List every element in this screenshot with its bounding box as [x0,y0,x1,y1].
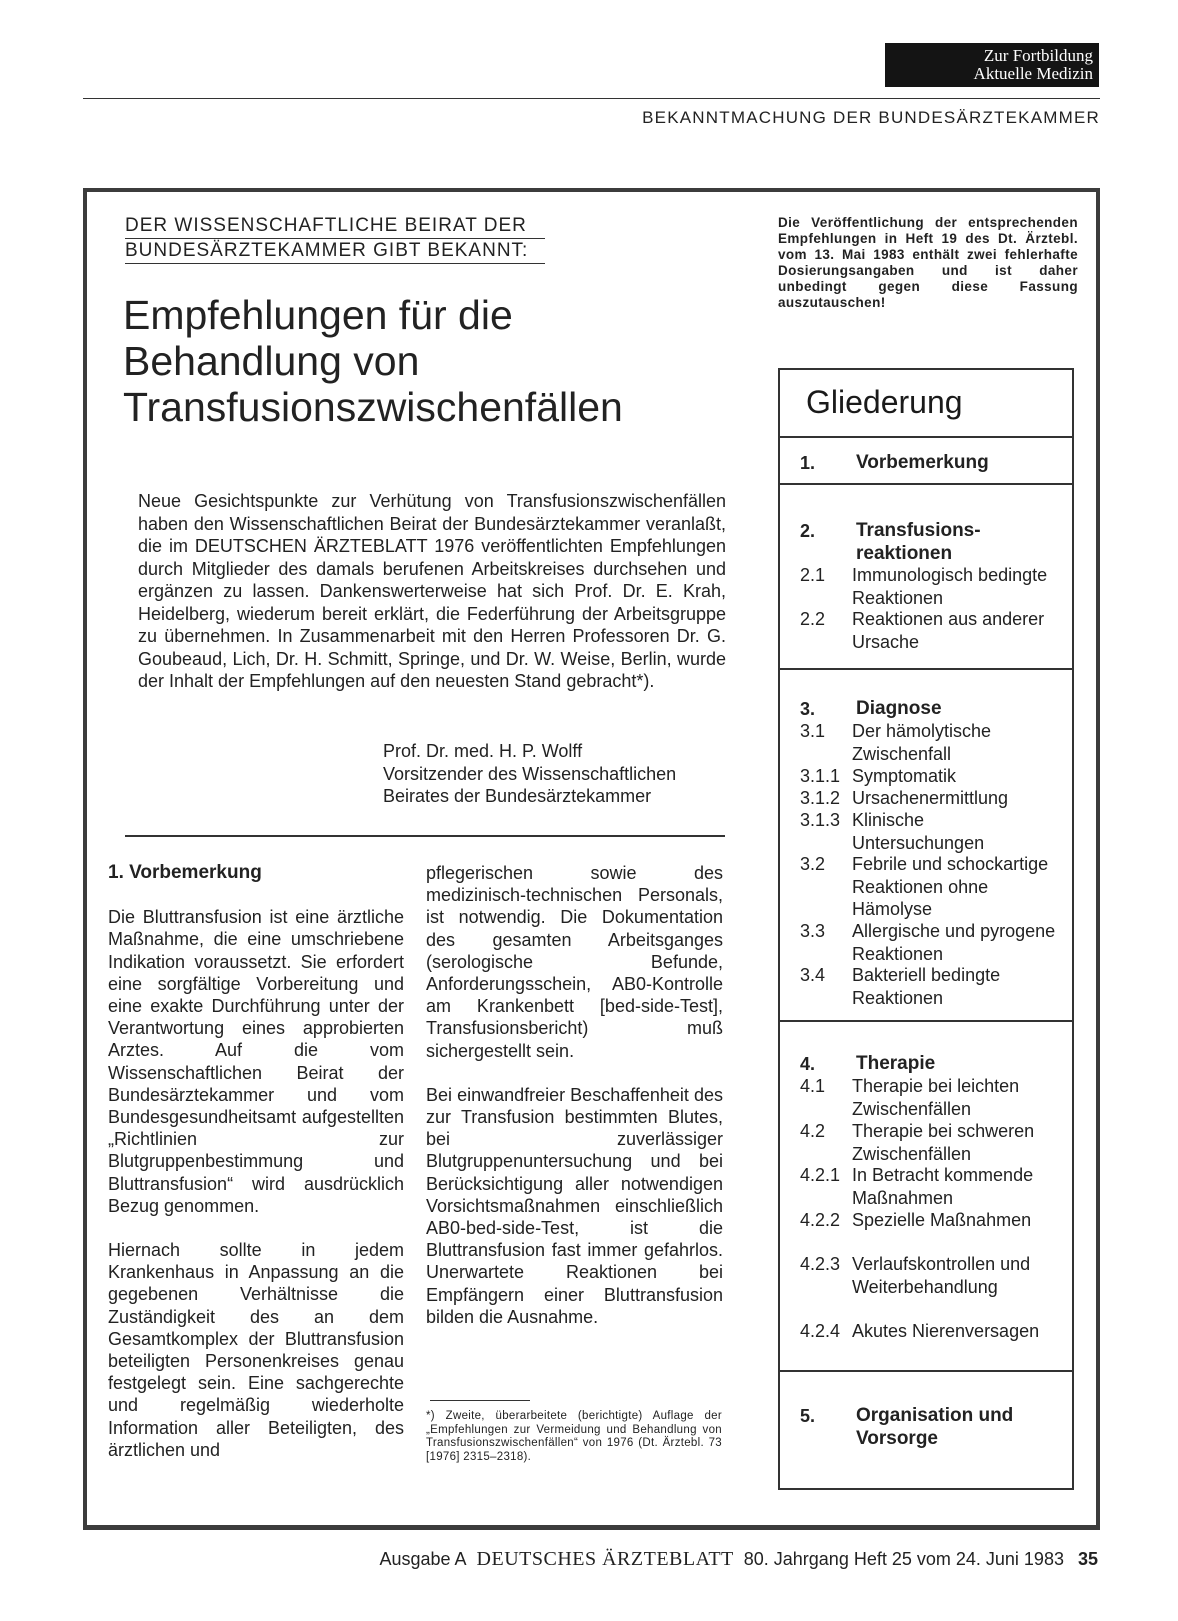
outline-text: Akutes Nierenversagen [852,1321,1040,1341]
footer-issue: 80. Jahrgang Heft 25 vom 24. Juni 1983 [743,1549,1064,1569]
outline-text: Febrile und schockartige Reaktionen ohne Hämolyse [852,854,1049,919]
outline-num: 4.2.4 [800,1321,841,1341]
outline-item [800,920,1070,965]
eyebrow-line1: DER WISSENSCHAFTLICHE BEIRAT DER [125,215,545,239]
outline-item [800,765,1070,788]
body-paragraph: Hiernach sollte in jedem Krankenhaus in Anpassung an die gegebenen Verhältnisse die Zuständigkeit des an dem Gesamtkomplex der Bluttransfusion beteiligten Personenkreises genau festgelegt sein. Eine sachgerechte und regelmäßig wiederholte Information aller Beteiligten, des ärztlichen und [108,1240,404,1460]
outline-text: Ursachenermittlung [852,788,1009,808]
outline-text: In Betracht kommende Maßnahmen [852,1165,1034,1208]
outline-item [800,853,1070,921]
signature-name: Prof. Dr. med. H. P. Wolff [383,741,583,761]
outline-text: Organisation und Vorsorge [856,1405,1014,1449]
outline-num: 3.4 [800,965,826,985]
article-eyebrow [125,215,545,264]
page-number: 35 [1077,1549,1098,1569]
body-paragraph: pflegerischen sowie des medizinisch-technischen Personals, ist notwendig. Die Dokumentation des gesamten Arbeitsganges (serologische Befunde, Anforderungsschein, AB0-Kontrolle am Krankenbett [bed-side-Test], Transfusionsbericht) muß sichergestellt sein. [426,863,723,1061]
outline-num: 4.2.1 [800,1165,841,1185]
title-line2: Behandlung von [123,338,420,384]
outline-text: Therapie [856,1053,936,1074]
outline-num: 3.2 [800,854,826,874]
outline-text: Bakteriell bedingte Reaktionen [852,965,1001,1008]
outline-item [800,787,1070,810]
outline-text: Vorbemerkung [856,452,989,473]
title-line1: Empfehlungen für die [123,292,513,338]
eyebrow-line2: BUNDESÄRZTEKAMMER GIBT BEKANNT: [125,240,545,264]
outline-item [800,698,1070,721]
outline-item [800,452,1070,475]
footnote-rule [430,1400,530,1401]
section-title: BEKANNTMACHUNG DER BUNDESÄRZTEKAMMER [642,108,1100,127]
outline-separator [778,1020,1074,1022]
signature-role-line2: Beirates der Bundesärztekammer [383,786,652,806]
outline-text: Immunologisch bedingte Reaktionen [852,565,1048,608]
page-footer [379,1548,1098,1571]
outline-text: Klinische Untersuchungen [852,810,985,853]
outline-item [800,608,1070,653]
outline-separator [778,668,1074,670]
outline-num: 4.2.3 [800,1254,841,1274]
outline-num: 1. [800,453,816,473]
outline-text: Spezielle Maßnahmen [852,1210,1032,1230]
outline-separator [778,1370,1074,1372]
outline-item [800,564,1070,609]
outline-item [800,1405,1070,1450]
outline-text: Reaktionen aus anderer Ursache [852,609,1045,652]
outline-item [800,720,1070,765]
outline-num: 3.3 [800,921,826,941]
signature-block [383,740,743,808]
outline-num: 4.2 [800,1121,826,1141]
journal-name: DEUTSCHES ÄRZTEBLATT [476,1548,734,1570]
outline-separator [778,483,1074,485]
outline-item [800,1120,1070,1165]
section-tag-line1: Zur Fortbildung [983,46,1093,65]
outline-text: Symptomatik [852,766,957,786]
body-column-left [108,862,404,1483]
body-paragraph: Bei einwandfreier Beschaffenheit des zur Transfusion bestimmten Blutes, bei zuverlässiger Blutgruppenuntersuchung und bei Berücksichtigung aller notwendigen Vorsichtsmaßnahmen einschließlich AB0-bed-side-Test, ist die Bluttransfusion fast immer gefahrlos. Unerwartete Reaktionen bei Empfängern einer Bluttransfusion bilden die Ausnahme. [426,1084,723,1327]
outline-item [800,520,1070,565]
outline-text: Transfusions-reaktionen [856,520,981,564]
outline-text: Therapie bei leichten Zwischenfällen [852,1076,1020,1119]
divider-rule [125,835,725,837]
outline-title: Gliederung [780,370,1072,438]
outline-num: 2.1 [800,565,826,585]
outline-num: 4. [800,1054,816,1074]
body-paragraph: Die Bluttransfusion ist eine ärztliche Maßnahme, die eine umschriebene Indikation voraussetzt. Sie erfordert eine sorgfältige Vorbereitung und eine exakte Durchführung unter der Verantwortung eines approbierten Arztes. Auf die vom Wissenschaftlichen Beirat der Bundesärztekammer und vom Bundesgesundheitsamt aufgestellten „Richtlinien zur Blutgruppenbestimmung und Bluttransfusion“ wird ausdrücklich Bezug genommen. [108,907,404,1216]
article-title [123,292,683,430]
footer-edition: Ausgabe A [379,1549,467,1569]
section-heading: 1. Vorbemerkung [108,862,262,883]
signature-role-line1: Vorsitzender des Wissenschaftlichen [383,763,677,784]
outline-num: 3.1.3 [800,810,841,830]
outline-item [800,1164,1070,1209]
body-column-right [426,862,723,1350]
outline-text: Allergische und pyrogene Reaktionen [852,921,1056,964]
header-rule [83,98,1100,99]
correction-note: Die Veröffentlichung der entsprechenden Empfehlungen in Heft 19 des Dt. Ärztebl. vom 13. Mai 1983 enthält zwei fehlerhafte Dosierungsangaben und ist daher unbedingt gegen diese Fassung auszutauschen! [778,215,1078,310]
outline-item [800,1075,1070,1120]
outline-text: Therapie bei schweren Zwischenfällen [852,1121,1035,1164]
outline-num: 5. [800,1406,816,1426]
title-line3: Transfusionszwischenfällen [123,384,623,430]
outline-item [800,809,1070,854]
outline-num: 2. [800,521,816,541]
outline-item [800,1320,1070,1343]
section-tag-line2: Aktuelle Medizin [973,64,1093,83]
outline-text: Der hämolytische Zwischenfall [852,721,992,764]
outline-num: 3. [800,699,816,719]
outline-num: 4.1 [800,1076,826,1096]
outline-num: 3.1 [800,721,826,741]
footnote: *) Zweite, überarbeitete (berichtigte) Auflage der „Empfehlungen zur Vermeidung und Behandlung von Transfusionszwischenfällen“ von 1976 (Dt. Ärztebl. 73 [1976] 2315–2318). [426,1410,722,1463]
outline-item [800,1209,1070,1232]
intro-paragraph: Neue Gesichtspunkte zur Verhütung von Transfusionszwischenfällen haben den Wissenschaftlichen Beirat der Bundesärztekammer veranlaßt, die im DEUTSCHEN ÄRZTEBLATT 1976 veröffentlichten Empfehlungen durch Mitglieder des damals berufenen Arbeitskreises durchsehen und ergänzen zu lassen. Dankenswerterweise hat sich Prof. Dr. E. Krah, Heidelberg, wiederum bereit erklärt, die Federführung der Arbeitsgruppe zu übernehmen. In Zusammenarbeit mit den Herren Professoren Dr. G. Goubeaud, Lich, Dr. H. Schmitt, Springe, und Dr. W. Weise, Berlin, wurde der Inhalt der Empfehlungen auf den neuesten Stand gebracht*). [138,491,726,691]
outline-num: 2.2 [800,609,826,629]
outline-num: 3.1.1 [800,766,841,786]
section-tag [885,43,1099,87]
outline-text: Verlaufskontrollen und Weiterbehandlung [852,1254,1031,1297]
outline-item [800,1253,1070,1298]
outline-item [800,1053,1070,1076]
outline-item [800,964,1070,1009]
outline-num: 3.1.2 [800,788,841,808]
outline-num: 4.2.2 [800,1210,841,1230]
outline-text: Diagnose [856,698,942,719]
